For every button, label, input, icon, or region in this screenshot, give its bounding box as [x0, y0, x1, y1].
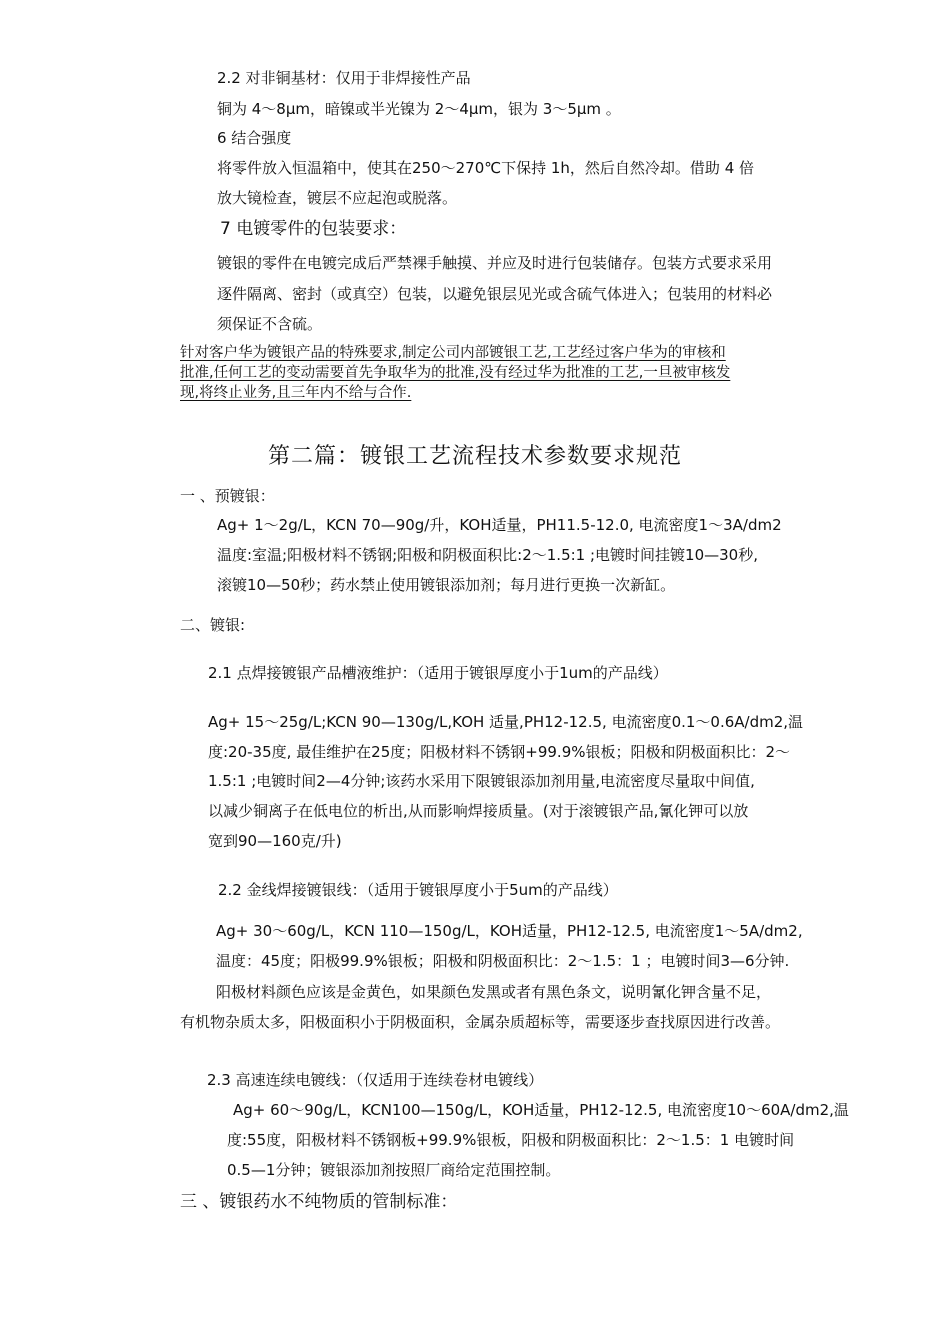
adhesion-text-line2: 放大镜检查，镀层不应起泡或脱落。 [217, 189, 458, 207]
section-6-heading: 6 结合强度 [217, 129, 292, 147]
spot-weld-line2: 度:20-35度, 最佳维护在25度；阳极材料不锈钢+99.9%银板；阳极和阴极面积比：2～ [208, 743, 791, 761]
pre-plating-line3: 滚镀10—50秒；药水禁止使用镀银添加剂；每月进行更换一次新缸。 [217, 576, 676, 594]
section-2-3-heading: 2.3 高速连续电镀线：（仅适用于连续卷材电镀线） [207, 1071, 544, 1089]
gold-wire-line4: 有机物杂质太多，阳极面积小于阴极面积，金属杂质超标等，需要逐步查找原因进行改善。 [180, 1013, 781, 1031]
gold-wire-line1: Ag+ 30～60g/L，KCN 110—150g/L，KOH适量，PH12-12.5, 电流密度1～5A/dm2, [216, 922, 803, 940]
spot-weld-line3: 1.5:1 ;电镀时间2—4分钟;该药水采用下限镀银添加剂用量,电流密度尽量取中间值, [208, 772, 755, 790]
pre-plating-line1: Ag+ 1～2g/L，KCN 70—90g/升，KOH适量，PH11.5-12.0, 电流密度1～3A/dm2 [217, 516, 782, 534]
packaging-text-line3: 须保证不含硫。 [217, 315, 323, 333]
section-2-2b-heading: 2.2 金线焊接镀银线：（适用于镀银厚度小于5um的产品线） [218, 881, 618, 899]
huawei-notice-line1: 针对客户华为镀银产品的特殊要求,制定公司内部镀银工艺,工艺经过客户华为的审核和 [180, 345, 726, 361]
spot-weld-line1: Ag+ 15～25g/L;KCN 90—130g/L,KOH 适量,PH12-12.5, 电流密度0.1～0.6A/dm2,温 [208, 713, 804, 731]
high-speed-line1: Ag+ 60～90g/L，KCN100—150g/L，KOH适量，PH12-12.5, 电流密度10～60A/dm2,温 [233, 1101, 849, 1119]
pre-plating-line2: 温度:室温;阳极材料不锈钢;阳极和阴极面积比:2～1.5:1 ;电镀时间挂镀10—30秒, [217, 546, 758, 564]
gold-wire-line2: 温度：45度；阳极99.9%银板；阳极和阴极面积比：2～1.5：1 ；电镀时间3—6分钟. [216, 952, 790, 970]
section-2-1-heading: 2.1 点焊接镀银产品槽液维护：（适用于镀银厚度小于1um的产品线） [208, 664, 668, 682]
adhesion-text-line1: 将零件放入恒温箱中，使其在250～270℃下保持 1h，然后自然冷却。借助 4 倍 [217, 159, 755, 177]
packaging-text-line1: 镀银的零件在电镀完成后严禁裸手触摸、并应及时进行包装储存。包装方式要求采用 [217, 254, 773, 272]
section-7-heading: 7 电镀零件的包装要求： [220, 219, 407, 239]
high-speed-line2: 度:55度，阳极材料不锈钢板+99.9%银板，阳极和阴极面积比：2～1.5：1 电镀时间 [227, 1131, 795, 1149]
section-3-heading: 三 、镀银药水不纯物质的管制标准： [180, 1192, 458, 1212]
huawei-notice-line3: 现,将终止业务,且三年内不给与合作. [180, 385, 412, 401]
spot-weld-line4: 以减少铜离子在低电位的析出,从而影响焊接质量。(对于滚镀银产品,氰化钾可以放 [208, 802, 749, 820]
packaging-text-line2: 逐件隔离、密封（或真空）包装，以避免银层见光或含硫气体进入；包装用的材料必 [217, 285, 773, 303]
huawei-notice [180, 343, 860, 403]
section-1-heading: 一 、预镀银： [180, 487, 275, 505]
spot-weld-line5: 宽到90—160克/升) [208, 832, 342, 850]
thickness-text: 铜为 4～8μm，暗镍或半光镍为 2～4μm，银为 3～5μm 。 [217, 100, 621, 118]
section-2-2-heading: 2.2 对非铜基材：仅用于非焊接性产品 [217, 69, 471, 87]
huawei-notice-line2: 批准,任何工艺的变动需要首先争取华为的批准,没有经过华为批准的工艺,一旦被审核发 [180, 365, 731, 381]
gold-wire-line3: 阳极材料颜色应该是金黄色，如果颜色发黑或者有黑色条文，说明氰化钾含量不足， [216, 983, 772, 1001]
section-2-heading: 二、镀银: [180, 616, 246, 634]
high-speed-line3: 0.5—1分钟；镀银添加剂按照厂商给定范围控制。 [227, 1161, 561, 1179]
page-title: 第二篇：镀银工艺流程技术参数要求规范 [267, 444, 682, 469]
